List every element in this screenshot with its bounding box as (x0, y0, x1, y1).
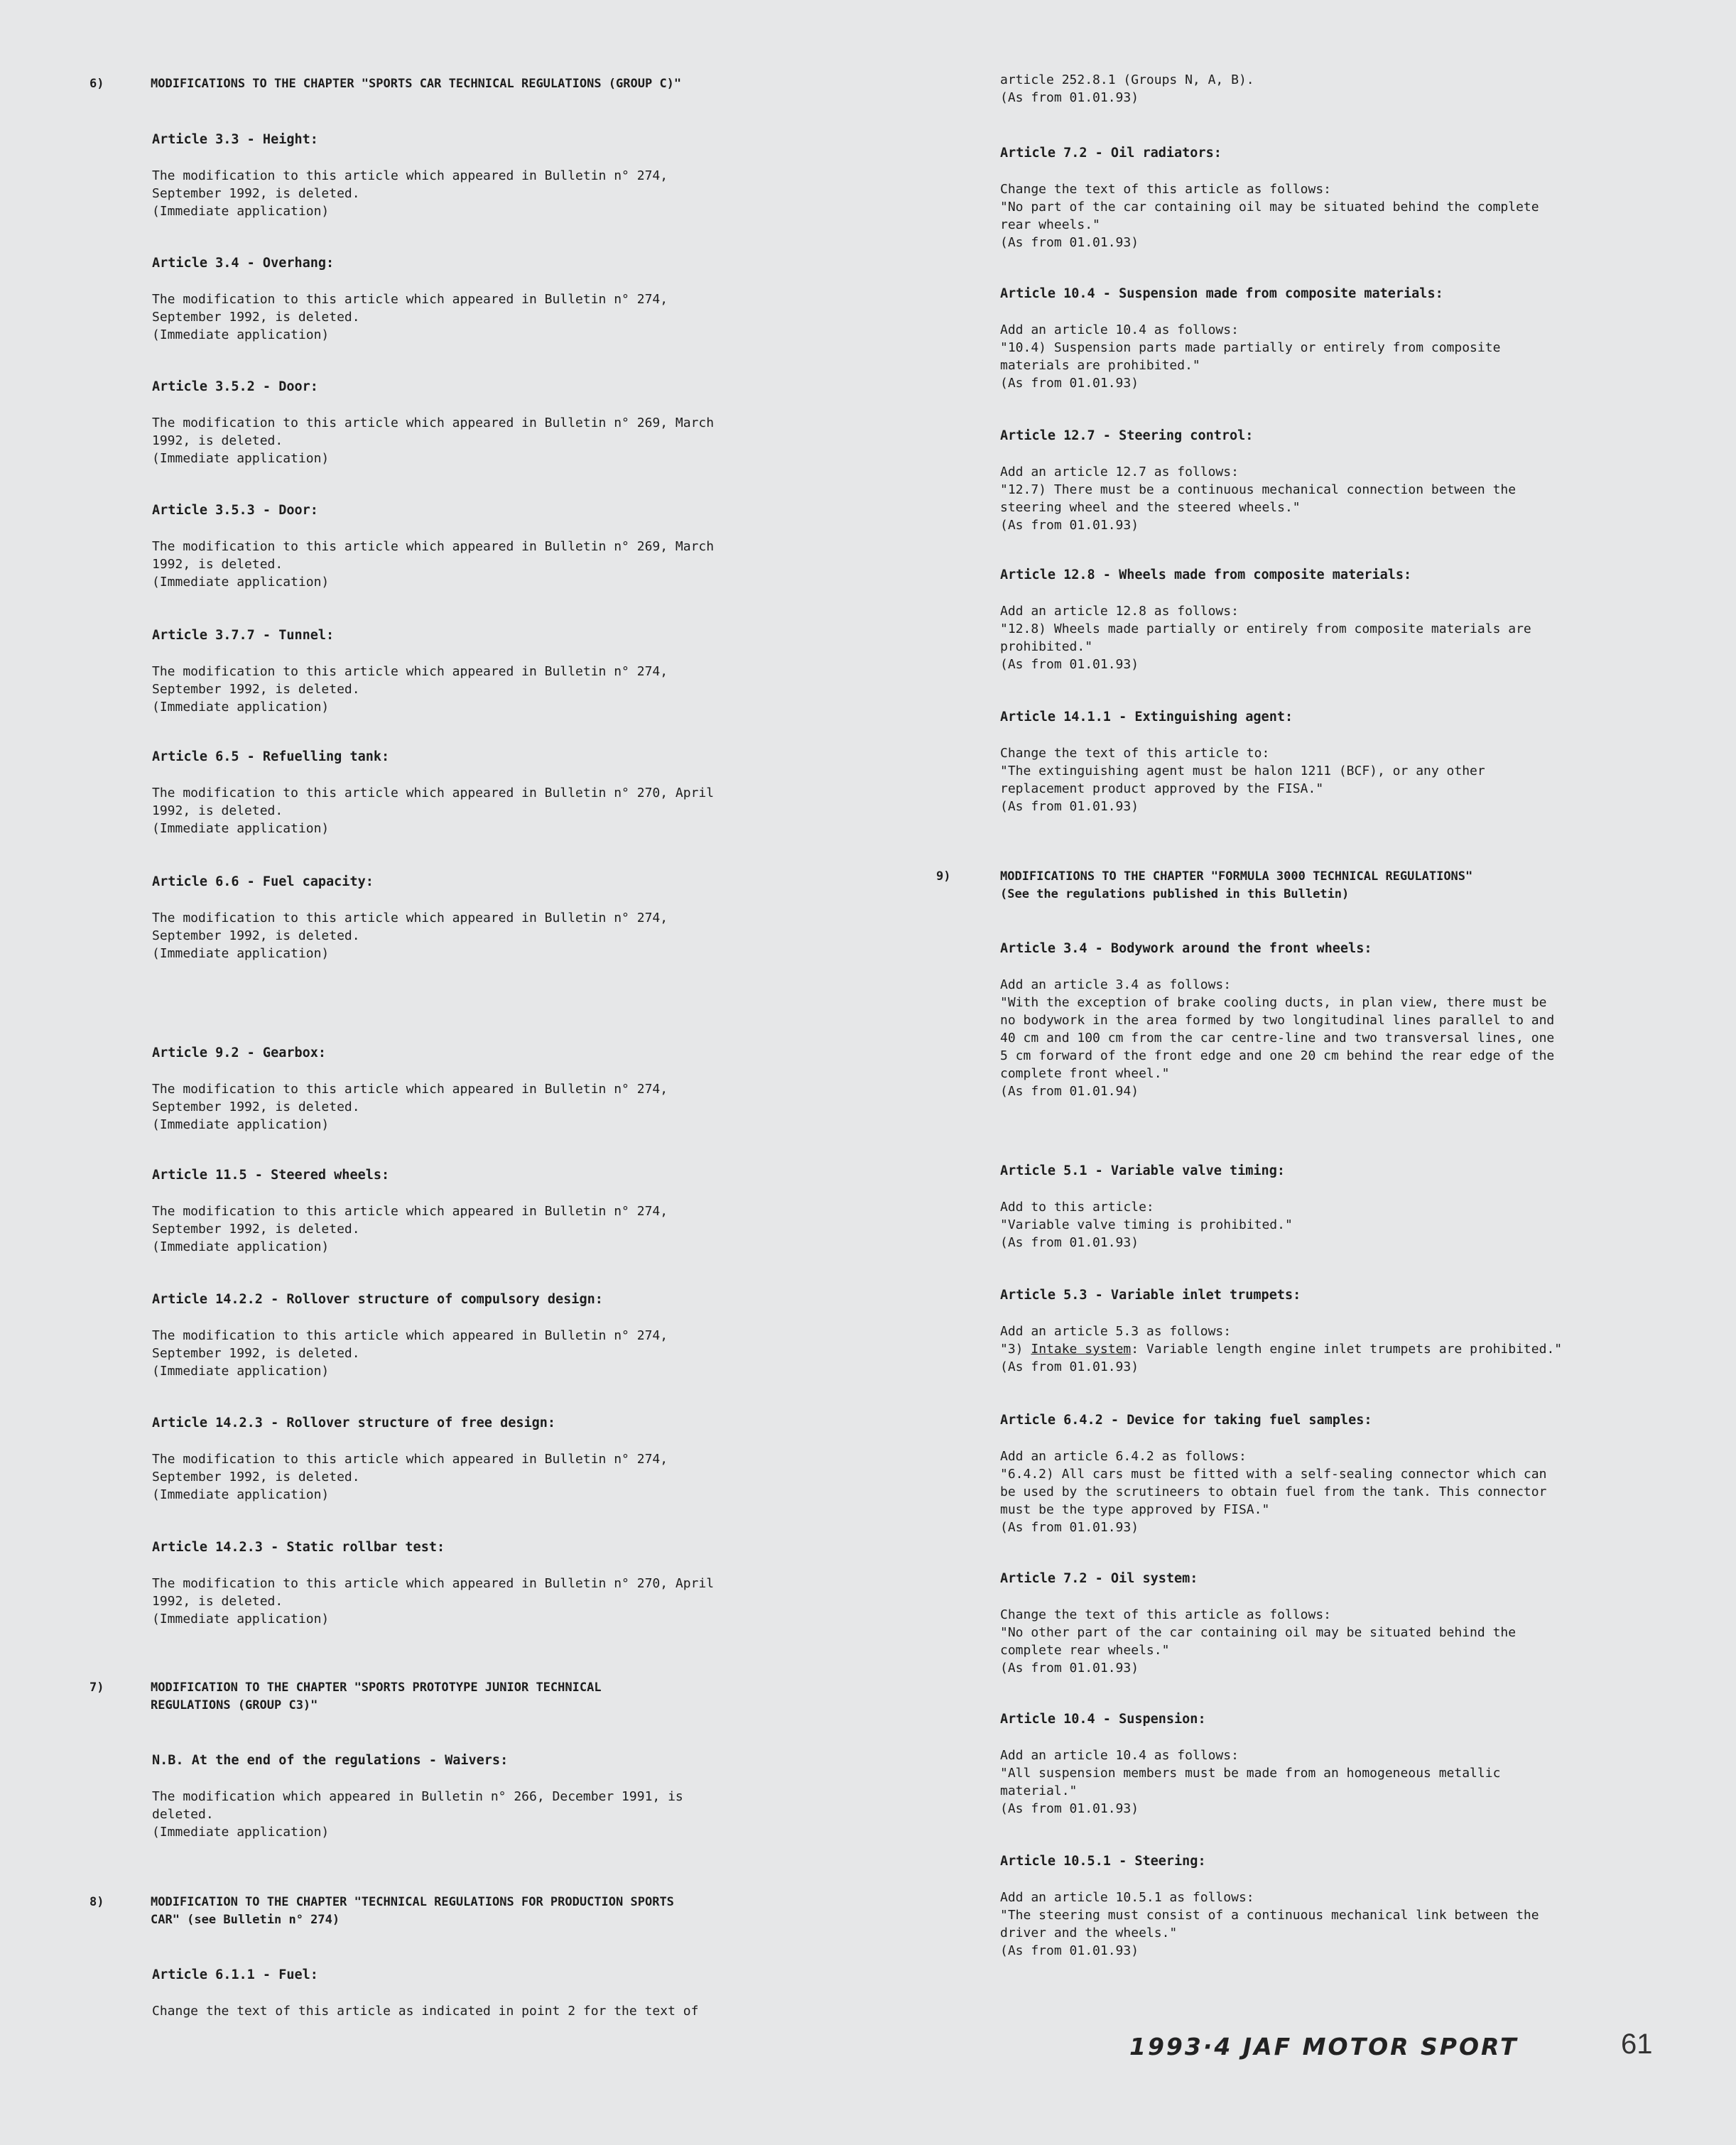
article-12-8 (1000, 566, 1645, 673)
page-number: 61 (1621, 2029, 1653, 2060)
article-body: Add an article 10.4 as follows: "10.4) Suspension parts made partially or entirely from composite materials are prohibited." (As from 01.01.93) (1000, 322, 1501, 391)
article-title: Article 3.5.3 - Door: (152, 503, 318, 518)
article-12-7 (1000, 427, 1645, 534)
article-3-5-3 (152, 501, 804, 591)
article-body: Add an article 10.4 as follows: "All suspension members must be made from an homogeneous metallic material." (As from 01.01.93) (1000, 1748, 1501, 1816)
article-14-2-3-static (152, 1538, 804, 1628)
article-title: Article 14.1.1 - Extinguishing agent: (1000, 710, 1293, 724)
article-14-2-2 (152, 1291, 804, 1380)
article-body-text: : Variable length engine inlet trumpets are prohibited." (As from 01.01.93) (1000, 1342, 1563, 1374)
page-footer (1129, 2029, 1683, 2075)
article-body: Change the text of this article as follows: "No part of the car containing oil may be situated behind the complete rear wheels." (As from 01.01.93) (1000, 182, 1539, 250)
article-10-4-suspension (1000, 1710, 1645, 1818)
article-title: Article 5.3 - Variable inlet trumpets: (1000, 1288, 1301, 1303)
article-title: Article 3.7.7 - Tunnel: (152, 628, 335, 643)
article-title: Article 10.5.1 - Steering: (1000, 1854, 1206, 1869)
article-body: The modification to this article which appeared in Bulletin n° 270, April 1992, is deleted. (Immediate application) (152, 1576, 715, 1627)
article-body: The modification to this article which appeared in Bulletin n° 274, September 1992, is deleted. (Immediate application) (152, 168, 668, 219)
article-body: Add an article 12.7 as follows: "12.7) There must be a continuous mechanical connection between the steering wheel and the steered wheels." (As from 01.01.93) (1000, 465, 1517, 533)
article-title: Article 6.5 - Refuelling tank: (152, 749, 390, 764)
article-7-2-oil-system (1000, 1570, 1645, 1677)
section-title: MODIFICATIONS TO THE CHAPTER "SPORTS CAR TECHNICAL REGULATIONS (GROUP C)" (151, 77, 682, 91)
section-title: MODIFICATION TO THE CHAPTER "SPORTS PROTOTYPE JUNIOR TECHNICAL REGULATIONS (GROUP C3)" (151, 1680, 602, 1712)
section-number: 7) (89, 1680, 104, 1695)
section-number: 9) (936, 869, 951, 884)
article-body: The modification to this article which appeared in Bulletin n° 269, March 1992, is deleted. (Immediate application) (152, 416, 715, 466)
article-body (1000, 1323, 1645, 1376)
article-14-1-1 (1000, 708, 1645, 815)
article-6-1-1-continuation (1000, 71, 1645, 107)
section-number: 8) (89, 1895, 104, 1909)
publication-title: 1993·4 JAF MOTOR SPORT (1129, 2033, 1519, 2060)
article-body: The modification to this article which appeared in Bulletin n° 274, September 1992, is deleted. (Immediate application) (152, 292, 668, 342)
article-title: Article 7.2 - Oil radiators: (1000, 146, 1222, 161)
article-3-4 (152, 254, 804, 344)
article-7-2-oil-radiators (1000, 144, 1645, 251)
article-body: The modification to this article which appeared in Bulletin n° 274, September 1992, is deleted. (Immediate application) (152, 664, 668, 715)
article-14-2-3-free (152, 1414, 804, 1504)
article-body: The modification to this article which appeared in Bulletin n° 270, April 1992, is deleted. (Immediate application) (152, 786, 715, 836)
article-3-7-7 (152, 626, 804, 716)
article-title: Article 6.1.1 - Fuel: (152, 1967, 318, 1982)
article-title: Article 10.4 - Suspension made from composite materials: (1000, 286, 1443, 301)
article-3-3 (152, 131, 804, 220)
article-9-2 (152, 1044, 804, 1134)
article-title: Article 3.5.2 - Door: (152, 379, 318, 394)
article-body: Add an article 12.8 as follows: "12.8) Wheels made partially or entirely from composite materials are prohibited." (As from 01.01.93) (1000, 604, 1531, 672)
article-6-5 (152, 748, 804, 837)
article-body: The modification to this article which appeared in Bulletin n° 269, March 1992, is deleted. (Immediate application) (152, 539, 715, 590)
article-title: Article 10.4 - Suspension: (1000, 1712, 1206, 1727)
article-title: Article 5.1 - Variable valve timing: (1000, 1163, 1285, 1178)
underlined-term: Intake system (1031, 1342, 1132, 1357)
article-title: Article 11.5 - Steered wheels: (152, 1168, 390, 1183)
article-body: Change the text of this article as indicated in point 2 for the text of (152, 2004, 699, 2019)
article-title: Article 6.4.2 - Device for taking fuel samples: (1000, 1413, 1372, 1428)
section-number: 6) (89, 77, 104, 91)
article-body: The modification to this article which appeared in Bulletin n° 274, September 1992, is deleted. (Immediate application) (152, 1328, 668, 1379)
article-6-1-1 (152, 1966, 804, 2020)
article-title: Article 3.3 - Height: (152, 132, 318, 147)
article-11-5 (152, 1166, 804, 1256)
article-title: Article 12.8 - Wheels made from composite materials: (1000, 568, 1412, 582)
article-body: The modification to this article which appeared in Bulletin n° 274, September 1992, is deleted. (Immediate application) (152, 1082, 668, 1132)
article-10-5-1 (1000, 1852, 1645, 1960)
article-body: Add to this article: "Variable valve timing is prohibited." (As from 01.01.93) (1000, 1200, 1293, 1250)
article-body-text: Add an article 5.3 as follows: "3) (1000, 1324, 1232, 1357)
article-body: The modification which appeared in Bulletin n° 266, December 1991, is deleted. (Immediate application) (152, 1789, 683, 1840)
article-3-5-2 (152, 378, 804, 467)
section-title: MODIFICATION TO THE CHAPTER "TECHNICAL REGULATIONS FOR PRODUCTION SPORTS CAR" (see Bulletin n° 274) (151, 1895, 674, 1927)
article-nb-waivers (152, 1752, 804, 1841)
article-body: article 252.8.1 (Groups N, A, B). (As from 01.01.93) (1000, 72, 1254, 105)
article-title: Article 3.4 - Bodywork around the front wheels: (1000, 941, 1372, 956)
article-title: Article 14.2.2 - Rollover structure of compulsory design: (152, 1292, 603, 1307)
article-title: N.B. At the end of the regulations - Waivers: (152, 1753, 509, 1768)
article-title: Article 7.2 - Oil system: (1000, 1571, 1198, 1586)
article-body: Change the text of this article to: "The extinguishing agent must be halon 1211 (BCF), or any other replacement product approved by the FISA." (As from 01.01.93) (1000, 746, 1485, 814)
article-6-6 (152, 873, 804, 962)
article-body: Add an article 6.4.2 as follows: "6.4.2) All cars must be fitted with a self-sealing connector which can be used by the scrutineers to obtain fuel from the tank. This connector must be the type approved by FISA." (As from 01.01.93) (1000, 1449, 1547, 1535)
article-body: The modification to this article which appeared in Bulletin n° 274, September 1992, is deleted. (Immediate application) (152, 1452, 668, 1502)
article-body: Change the text of this article as follows: "No other part of the car containing oil may be situated behind the complete rear wheels." (As from 01.01.93) (1000, 1607, 1517, 1676)
article-body: Add an article 10.5.1 as follows: "The steering must consist of a continuous mechanical link between the driver and the wheels." (As from 01.01.93) (1000, 1890, 1539, 1958)
article-6-4-2 (1000, 1411, 1645, 1536)
article-title: Article 6.6 - Fuel capacity: (152, 874, 374, 889)
article-5-3 (1000, 1286, 1645, 1376)
article-3-4-bodywork (1000, 940, 1645, 1100)
article-title: Article 14.2.3 - Static rollbar test: (152, 1540, 445, 1555)
article-body: The modification to this article which appeared in Bulletin n° 274, September 1992, is deleted. (Immediate application) (152, 911, 668, 961)
article-body: Add an article 3.4 as follows: "With the exception of brake cooling ducts, in plan view, there must be no bodywork in the area formed by two longitudinal lines parallel to and 40 cm and 100 cm from the car centre-line and two transversal lines, one 5 cm forward of the front edge and one 20 cm behind the rear edge of the complete front wheel." (As from 01.01.94) (1000, 977, 1555, 1099)
article-title: Article 12.7 - Steering control: (1000, 428, 1254, 443)
article-body: The modification to this article which appeared in Bulletin n° 274, September 1992, is deleted. (Immediate application) (152, 1204, 668, 1254)
section-title: MODIFICATIONS TO THE CHAPTER "FORMULA 3000 TECHNICAL REGULATIONS" (See the regulations published in this Bulletin) (1000, 869, 1473, 901)
article-title: Article 9.2 - Gearbox: (152, 1046, 327, 1060)
article-10-4-composite (1000, 285, 1645, 392)
article-5-1 (1000, 1162, 1645, 1251)
article-title: Article 14.2.3 - Rollover structure of free design: (152, 1416, 556, 1430)
article-title: Article 3.4 - Overhang: (152, 256, 335, 271)
